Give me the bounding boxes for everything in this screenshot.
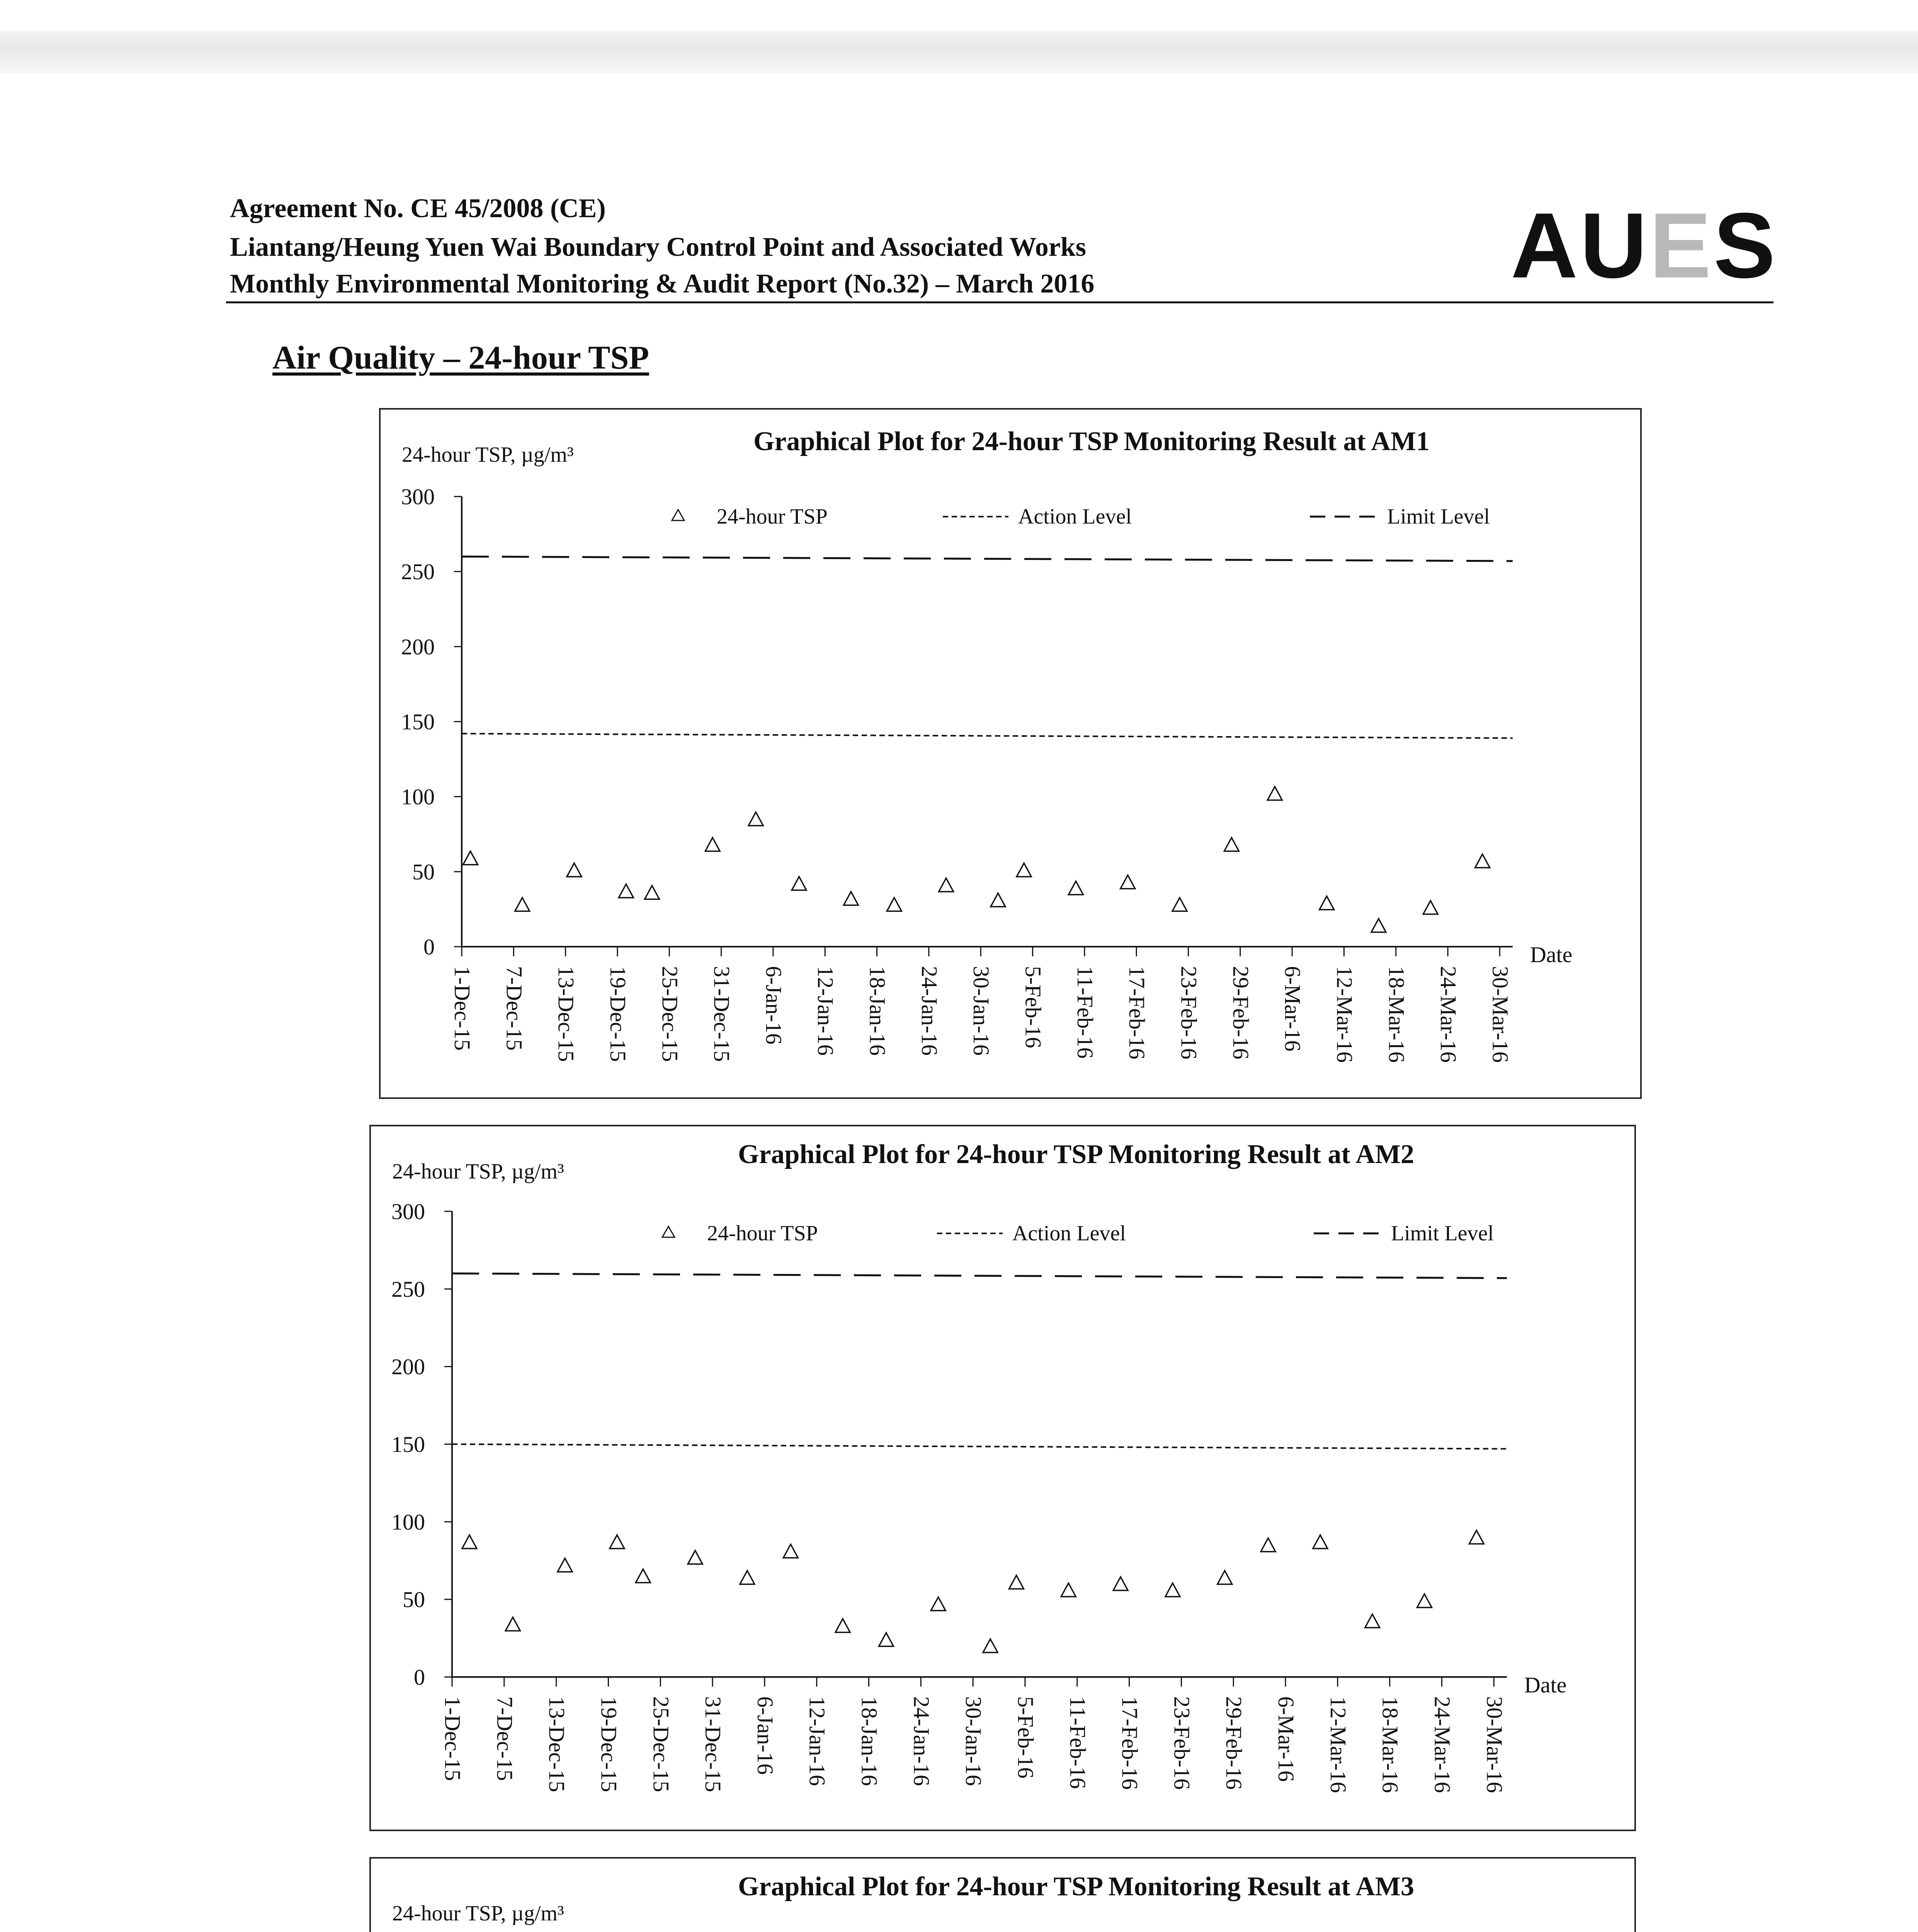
- y-tick-label: 150: [391, 1432, 425, 1457]
- data-point: [515, 898, 530, 911]
- data-point: [645, 886, 660, 899]
- x-tick-label: 6-Mar-16: [1280, 966, 1306, 1052]
- data-point: [1121, 875, 1135, 889]
- x-axis-title: Date: [1530, 942, 1573, 967]
- data-point: [1017, 863, 1031, 877]
- data-point: [1261, 1538, 1275, 1552]
- project-title: Liantang/Heung Yuen Wai Boundary Control Point and Associated Works: [230, 232, 1086, 262]
- data-point: [558, 1558, 572, 1572]
- y-tick-label: 300: [401, 484, 435, 509]
- action-level-line: [452, 1444, 1507, 1449]
- data-point: [1267, 787, 1282, 800]
- data-point: [1469, 1531, 1484, 1544]
- x-tick-label: 11-Feb-16: [1065, 1696, 1090, 1789]
- data-point: [1061, 1583, 1076, 1597]
- x-tick-label: 11-Feb-16: [1072, 966, 1098, 1059]
- x-tick-label: 19-Dec-15: [605, 966, 631, 1062]
- data-point: [887, 898, 901, 911]
- y-tick-label: 250: [401, 559, 435, 585]
- y-tick-label: 50: [412, 859, 435, 884]
- data-point: [1365, 1614, 1380, 1628]
- x-tick-label: 18-Mar-16: [1377, 1696, 1403, 1793]
- data-point: [843, 892, 858, 905]
- data-point: [1224, 838, 1239, 851]
- data-point: [783, 1544, 798, 1558]
- y-axis-label: 24-hour TSP, µg/m³: [402, 443, 574, 467]
- x-tick-label: 24-Mar-16: [1430, 1696, 1455, 1793]
- chart-svg: [369, 1124, 1636, 1832]
- am2-chart: [369, 1124, 1636, 1832]
- section-title: Air Quality – 24-hour TSP: [272, 339, 649, 376]
- x-tick-label: 6-Mar-16: [1274, 1696, 1299, 1782]
- legend-series-label: 24-hour TSP: [707, 1221, 818, 1245]
- x-tick-label: 13-Dec-15: [553, 966, 579, 1062]
- data-point: [792, 877, 806, 890]
- x-tick-label: 12-Jan-16: [804, 1696, 830, 1786]
- x-tick-label: 19-Dec-15: [596, 1696, 622, 1793]
- x-tick-label: 25-Dec-15: [648, 1696, 674, 1793]
- data-point: [1172, 898, 1187, 911]
- x-tick-label: 12-Mar-16: [1325, 1696, 1351, 1793]
- legend-limit-label: Limit Level: [1391, 1221, 1494, 1245]
- x-tick-label: 24-Jan-16: [909, 1696, 934, 1786]
- x-tick-label: 29-Feb-16: [1221, 1696, 1247, 1790]
- x-tick-label: 24-Jan-16: [916, 966, 942, 1056]
- agreement-number: Agreement No. CE 45/2008 (CE): [230, 194, 606, 223]
- x-tick-label: 1-Dec-15: [450, 966, 475, 1051]
- y-tick-label: 0: [414, 1665, 425, 1690]
- chart-svg: [379, 408, 1642, 1099]
- x-tick-label: 29-Feb-16: [1228, 966, 1253, 1060]
- report-title: Monthly Environmental Monitoring & Audit Report (No.32) – March 2016: [230, 269, 1095, 299]
- data-point: [1417, 1594, 1432, 1607]
- x-tick-label: 31-Dec-15: [701, 1696, 726, 1793]
- data-point: [463, 851, 478, 865]
- data-point: [1313, 1535, 1328, 1549]
- data-point: [1475, 854, 1490, 868]
- x-tick-label: 12-Jan-16: [813, 966, 838, 1056]
- legend-limit-label: Limit Level: [1387, 505, 1490, 529]
- x-tick-label: 6-Jan-16: [761, 966, 786, 1044]
- data-point: [567, 863, 582, 877]
- legend-series-label: 24-hour TSP: [717, 505, 828, 529]
- scan-artifact-top: [0, 31, 1918, 73]
- y-tick-label: 250: [391, 1276, 425, 1302]
- data-point: [1217, 1571, 1232, 1584]
- x-tick-label: 18-Jan-16: [865, 966, 890, 1056]
- x-tick-label: 17-Feb-16: [1124, 966, 1150, 1060]
- data-point: [610, 1535, 624, 1549]
- chart-svg: [369, 1857, 1636, 1932]
- data-point: [931, 1597, 945, 1611]
- data-point: [991, 893, 1005, 907]
- chart-title: Graphical Plot for 24-hour TSP Monitoring Result at AM1: [753, 427, 1430, 456]
- x-tick-label: 30-Jan-16: [961, 1696, 986, 1786]
- y-tick-label: 300: [391, 1199, 425, 1224]
- legend-triangle-marker: [662, 1226, 675, 1237]
- x-tick-label: 18-Jan-16: [857, 1696, 882, 1786]
- x-tick-label: 13-Dec-15: [544, 1696, 570, 1793]
- chart-title: Graphical Plot for 24-hour TSP Monitoring Result at AM2: [738, 1139, 1415, 1169]
- limit-level-line: [452, 1274, 1507, 1278]
- data-point: [636, 1569, 650, 1583]
- am3-chart: [369, 1857, 1636, 1932]
- y-tick-label: 200: [401, 634, 435, 660]
- y-axis-label: 24-hour TSP, µg/m³: [392, 1160, 564, 1184]
- data-point: [983, 1639, 998, 1653]
- x-tick-label: 24-Mar-16: [1436, 966, 1461, 1063]
- x-tick-label: 7-Dec-15: [492, 1696, 517, 1781]
- x-tick-label: 5-Feb-16: [1020, 966, 1046, 1048]
- y-tick-label: 100: [401, 784, 435, 810]
- data-point: [1113, 1577, 1128, 1590]
- data-point: [740, 1571, 755, 1584]
- am1-chart: [379, 408, 1642, 1099]
- y-axis-label: 24-hour TSP, µg/m³: [392, 1901, 564, 1925]
- aues-logo: AUES: [1511, 194, 1778, 297]
- y-tick-label: 200: [391, 1354, 425, 1379]
- data-point: [1423, 901, 1438, 914]
- data-point: [835, 1619, 850, 1632]
- x-tick-label: 25-Dec-15: [657, 966, 683, 1062]
- x-tick-label: 17-Feb-16: [1117, 1696, 1143, 1790]
- data-point: [1371, 919, 1386, 932]
- limit-level-line: [462, 556, 1513, 561]
- x-tick-label: 6-Jan-16: [752, 1696, 778, 1775]
- data-point: [619, 884, 633, 898]
- y-tick-label: 50: [403, 1587, 425, 1612]
- x-tick-label: 23-Feb-16: [1176, 966, 1202, 1060]
- data-point: [705, 838, 720, 851]
- data-point: [879, 1633, 893, 1646]
- header-rule: [226, 301, 1773, 303]
- data-point: [939, 878, 954, 892]
- data-point: [505, 1617, 520, 1631]
- x-tick-label: 23-Feb-16: [1169, 1696, 1195, 1790]
- data-point: [1068, 881, 1083, 895]
- x-tick-label: 30-Mar-16: [1482, 1696, 1507, 1793]
- x-tick-label: 1-Dec-15: [440, 1696, 465, 1781]
- data-point: [1319, 896, 1334, 910]
- action-level-line: [462, 734, 1513, 738]
- data-point: [1009, 1575, 1024, 1589]
- x-tick-label: 12-Mar-16: [1332, 966, 1357, 1063]
- legend-action-label: Action Level: [1012, 1221, 1126, 1245]
- x-axis-title: Date: [1524, 1672, 1567, 1697]
- x-tick-label: 30-Mar-16: [1488, 966, 1513, 1063]
- x-tick-label: 18-Mar-16: [1384, 966, 1409, 1063]
- data-point: [688, 1551, 702, 1564]
- data-point: [462, 1535, 477, 1549]
- y-tick-label: 100: [391, 1509, 425, 1535]
- legend-triangle-marker: [672, 510, 684, 520]
- legend-action-label: Action Level: [1018, 505, 1132, 529]
- data-point: [748, 812, 763, 826]
- data-point: [1165, 1583, 1180, 1597]
- x-tick-label: 30-Jan-16: [969, 966, 994, 1056]
- x-tick-label: 5-Feb-16: [1013, 1696, 1038, 1779]
- x-tick-label: 7-Dec-15: [502, 966, 527, 1051]
- x-tick-label: 31-Dec-15: [709, 966, 735, 1062]
- chart-title: Graphical Plot for 24-hour TSP Monitoring Result at AM3: [738, 1872, 1415, 1901]
- y-tick-label: 150: [401, 709, 435, 735]
- y-tick-label: 0: [423, 934, 435, 959]
